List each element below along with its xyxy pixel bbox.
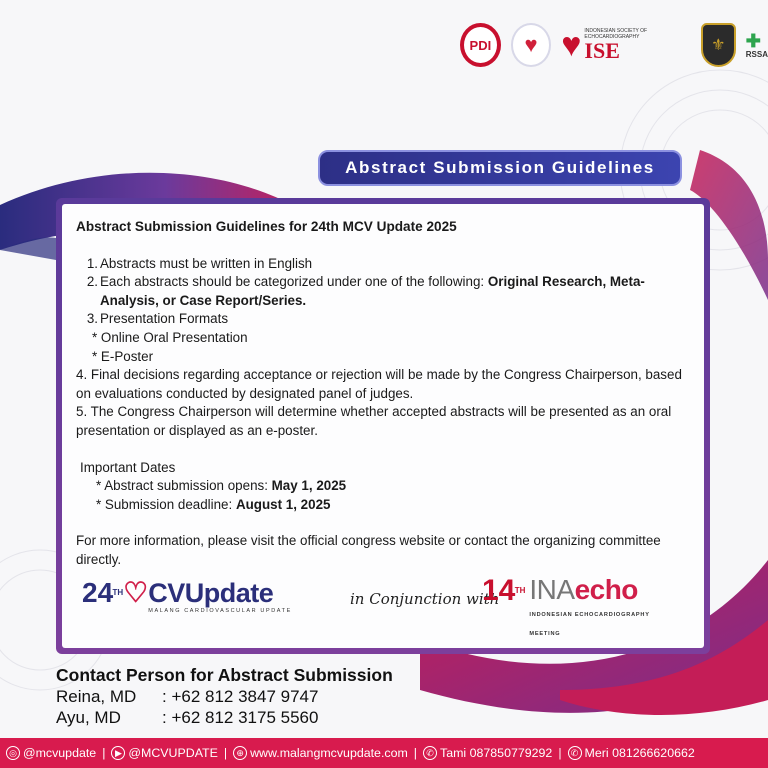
- whatsapp-link-meri[interactable]: ✆ Meri 081266620662: [568, 746, 695, 760]
- guidelines-card: [62, 204, 704, 648]
- whatsapp-icon: ✆: [568, 746, 582, 760]
- mcv-update-logo: 24 TH ♡ CVUpdate MALANG CARDIOVASCULAR UPDATE: [82, 577, 292, 614]
- list-item: 1. Abstracts must be written in English: [86, 255, 313, 271]
- format-online: * Online Oral Presentation: [92, 329, 248, 345]
- globe-icon: ⊕: [233, 746, 247, 760]
- point-4: 4. Final decisions regarding acceptance or rejection will be made by the Congress Chairperson, based on evaluations conducted by designated panel of judges.: [76, 367, 682, 401]
- website-link[interactable]: ⊕ www.malangmcvupdate.com: [233, 746, 408, 760]
- event-brands: [82, 574, 682, 637]
- conjunction-text: in Conjunction with: [350, 590, 500, 608]
- whatsapp-link-tami[interactable]: ✆ Tami 087850779292: [423, 746, 552, 760]
- social-bar: ◎ @mcvupdate | ▶ @MCVUPDATE | ⊕ www.malangmcvupdate.com | ✆ Tami 087850779292 | ✆ Meri 081266620662: [0, 738, 768, 768]
- contact-row: Reina, MD : +62 812 3847 9747: [56, 687, 319, 706]
- card-title: Abstract Submission Guidelines for 24th MCV Update 2025: [76, 219, 457, 234]
- list-item: 2. Each abstracts should be categorized under one of the following: Original Research, Meta-Analysis, or Case Report/Series.: [86, 274, 645, 308]
- point-5: 5. The Congress Chairperson will determine whether accepted abstracts will be presented as an oral presentation or displayed as an e-poster.: [76, 404, 672, 438]
- contact-section: [56, 664, 393, 728]
- rssa-logo: ✚ RSSA: [745, 30, 768, 59]
- list-item: 3. Presentation Formats: [86, 311, 229, 327]
- partner-logos: [460, 22, 768, 68]
- more-info-text: For more information, please visit the official congress website or contact the organizing committee directly.: [76, 533, 661, 567]
- heart-icon: ♡: [123, 577, 149, 608]
- guidelines-header: Abstract Submission Guidelines: [318, 150, 682, 186]
- pdi-logo: PDI: [460, 23, 501, 67]
- important-dates-label: Important Dates: [80, 459, 176, 475]
- guidelines-list: [76, 255, 690, 367]
- youtube-link[interactable]: ▶ @MCVUPDATE: [111, 746, 217, 760]
- date-deadline: * Submission deadline: August 1, 2025: [96, 496, 331, 512]
- ise-logo: ♥ INDONESIAN SOCIETY OF ECHOCARDIOGRAPHY ISE: [561, 26, 648, 64]
- inaecho-logo: 14 TH INAecho INDONESIAN ECHOCARDIOGRAPHY MEETING: [482, 574, 650, 637]
- ise-heart-icon: ♥: [561, 26, 582, 64]
- instagram-icon: ◎: [6, 746, 20, 760]
- heart-society-logo: ♥: [511, 23, 551, 67]
- contact-title: Contact Person for Abstract Submission: [56, 665, 393, 685]
- cross-icon: ✚: [745, 30, 761, 51]
- whatsapp-icon: ✆: [423, 746, 437, 760]
- instagram-link[interactable]: ◎ @mcvupdate: [6, 746, 96, 760]
- date-opens: * Abstract submission opens: May 1, 2025: [96, 478, 347, 494]
- format-eposter: * E-Poster: [92, 348, 154, 364]
- contact-row: Ayu, MD : +62 812 3175 5560: [56, 708, 319, 727]
- university-shield-logo: ⚜: [701, 23, 736, 67]
- youtube-icon: ▶: [111, 746, 125, 760]
